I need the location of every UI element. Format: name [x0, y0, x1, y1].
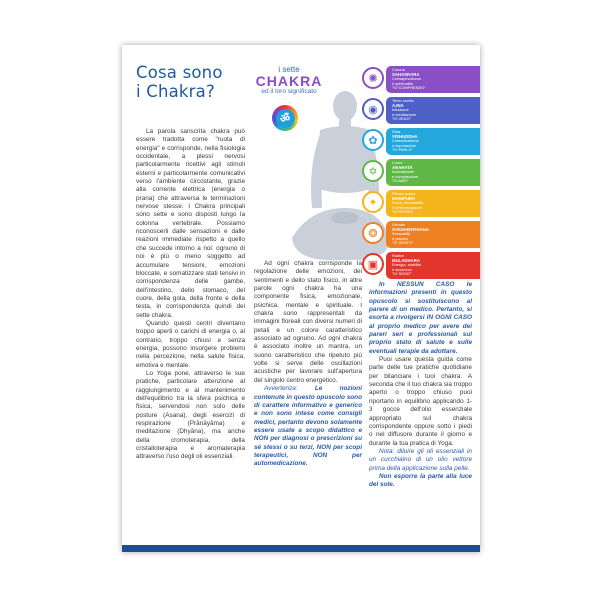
- chakra-symbol-icon: ▣: [362, 253, 384, 275]
- title-line-1: Cosa sono: [136, 63, 223, 82]
- col1-paragraph-1: La parola sanscrita chakra può essere tradotta come "ruota di energia" e corrisponde, nella fisiologia occidentale, a plessi nervosi particolarmente ricettivi agli stimoli esterni e particolarmente comunicativi verso l'ambiente circostante, grazie alla corrente elettrica (energia o prana) che attraversa le terminazioni nervose stesse. I Chakra principali sono sette e sono disposti lungo la colonna vertebrale. Possiamo riconoscerli dalle sensazioni e dalle reazioni immediate rispetto a quello che succede intorno a noi: ognuno di noi è più o meno soggetto ad accumulare tensioni, emozioni bloccate, e somatizzare stati tensivi in corrispondenza delle gambe, dell'intestino, dello stomaco, del cuore, della gola, della fronte e della testa, in corrispondenza quindi dei sette chakra.: [136, 128, 245, 319]
- chakra-name: Radice: [392, 253, 405, 258]
- chakra-desc2: e espressione: [392, 142, 417, 148]
- column-2: [254, 260, 362, 469]
- chakra-sanskrit: VISHUDDHA: [392, 133, 418, 139]
- chakra-desc2: e compassione: [392, 173, 419, 179]
- chakra-desc2: e sicurezza: [392, 266, 412, 272]
- chakra-label-band: [386, 66, 480, 93]
- chakra-desc2: e spiritualità: [392, 80, 413, 86]
- chakra-name: Terzo occhio: [392, 98, 414, 103]
- chakra-desc1: Comunicazione: [392, 138, 419, 144]
- note-label: Nota:: [379, 447, 395, 455]
- warning-text: Le nozioni contenute in questo opuscolo sono di carattere informativo e generico e non sono intese come consigli medici, pertanto devono solamente essere usate a scopo didattico e NON per diagnosi o prescrizioni su sé stessi o su terzi, NON per scopi terapeutici, NON per automedicazione.: [254, 385, 362, 468]
- column-1: [136, 128, 245, 462]
- chakra-symbol-icon: ✡: [362, 160, 384, 182]
- chakra-desc2: e piacere: [392, 235, 409, 241]
- chakra-sanskrit: MULADHARA: [392, 257, 420, 263]
- chakra-motto: "IO POSSO": [392, 209, 414, 215]
- disclaimer-text: In NESSUN CASO le informazioni presenti in questo opuscolo si sostituiscono al parere di un medico. Pertanto, si esorta a rivolgersi IN OGNI CASO al proprio medico per avere dei pareri seri e professionali sul proprio stato di salute e sulle eventuali terapie da adottare.: [369, 281, 472, 355]
- chakra-desc2: e meditazione: [392, 111, 417, 117]
- chakra-desc1: Intuizione: [392, 107, 409, 113]
- chakra-sanskrit: ANAHATA: [392, 164, 413, 170]
- chakra-name: Plesso solare: [392, 191, 416, 196]
- header-line-3: ed il loro significato: [261, 88, 317, 95]
- chakra-label-band: [386, 159, 480, 186]
- chakra-desc1: Accettazione: [392, 169, 415, 175]
- chakra-motto: "IO COMPRENDO": [392, 85, 426, 91]
- chakra-name: Cuore: [392, 160, 403, 165]
- document-page: [122, 45, 480, 552]
- chakra-row: [362, 252, 480, 281]
- chakra-name: Sacrale: [392, 222, 406, 227]
- note-paragraph-2: [369, 473, 472, 490]
- chakra-label-band: [386, 97, 480, 124]
- chakra-desc1: Consapevolezza: [392, 76, 421, 82]
- note-text: diluire gli oli essenziali in un cucchiaino di un olio vettore prima della applicazione sulla pelle.: [369, 447, 472, 472]
- header-line-2: CHAKRA: [255, 73, 323, 89]
- chakra-name: Gola: [392, 129, 401, 134]
- chakra-name: Corona: [392, 67, 405, 72]
- om-glyph: ॐ: [276, 109, 295, 128]
- col1-paragraph-2: Quando questi centri diventano troppo aperti o carichi di energia o, al contrario, troppo chiusi e senza energia, possono insorgere problemi nella percezione, nella salute fisica, emotiva e mentale.: [136, 319, 245, 369]
- disclaimer-paragraph: [369, 281, 472, 356]
- note2-text: Non esporre la parte alla luce del sole.: [369, 472, 472, 489]
- chakra-row: [362, 97, 480, 126]
- chakra-motto: "IO VEDO": [392, 116, 411, 122]
- bottom-bar: [122, 545, 480, 552]
- col2-paragraph-1: Ad ogni chakra corrisponde la regolazione delle emozioni, dei sentimenti e dello stato fisico, in altre parole ogni chakra ha una componente fisica, emozionale, psichica, mentale e spirituale. I chakra sono rappresentati da immagini floreali con diversi numeri di petali e un colore caratteristico associato ad ognuno. Ad ogni chakra è associato inoltre un mantra, un suono caratteristico che ripetuto più volte si serve delle oscillazioni acustiche per lavorare sull'apertura del singolo centro energetico.: [254, 260, 362, 384]
- chakra-label-band: [386, 221, 480, 248]
- chakra-desc1: Sessualità: [392, 231, 410, 237]
- chakra-row: [362, 128, 480, 157]
- chakra-symbol-icon: ❂: [362, 222, 384, 244]
- chakra-motto: "IO SENTO": [392, 240, 414, 246]
- chakra-label-band: [386, 128, 480, 155]
- chakra-motto: "IO AMO": [392, 178, 409, 184]
- chakra-symbol-icon: ◉: [362, 98, 384, 120]
- chakra-symbol-icon: ✦: [362, 191, 384, 213]
- chakra-motto: "IO PARLO": [392, 147, 413, 153]
- chakra-desc1: Energia, stabilità: [392, 262, 421, 268]
- page-title: [136, 63, 246, 101]
- col1-paragraph-3: Lo Yoga pone, attraverso le sue pratiche, particolare attenzione al raggiungimento e al mantenimento dell'equilibrio tra la sfera psichica e fisica, servendosi non solo delle posture (Asana), degli esercizi di respirazione (Prānāyāma) e meditazione (Dhyāna), ma anche della cromoterapia, della cristalloterapia e aromaterapia attraverso l'uso degli oli essenziali.: [136, 369, 245, 461]
- chakra-row: [362, 221, 480, 250]
- chakra-symbol-icon: ✺: [362, 67, 384, 89]
- warning-paragraph: [254, 385, 362, 468]
- chakra-label-band: [386, 252, 480, 279]
- chakra-sanskrit: AJNA: [392, 102, 404, 108]
- chakra-sanskrit: MANIPURA: [392, 195, 416, 201]
- note-paragraph: [369, 448, 472, 473]
- chakra-motto: "IO SONO": [392, 271, 412, 277]
- header-line-1: i sette: [278, 65, 300, 74]
- chakra-desc1: Forza, personalità: [392, 200, 424, 206]
- chakra-row: [362, 66, 480, 95]
- warning-label: Avvertenza:: [264, 385, 298, 393]
- chakra-label-band: [386, 190, 480, 217]
- chakra-sanskrit: SAHASRARA: [392, 71, 420, 77]
- chakra-row: [362, 159, 480, 188]
- chakra-symbol-icon: ✿: [362, 129, 384, 151]
- title-line-2: i Chakra?: [136, 82, 215, 101]
- chakra-sanskrit: SVADHISHTHANA: [392, 226, 429, 232]
- chakra-row: [362, 190, 480, 219]
- col3-paragraph-2: Puoi usare questa guida come parte delle tue pratiche quotidiane per bilanciare i tuoi chakra. A seconda che il tuo chakra sia troppo aperto o troppo chiuso puoi riportarlo in equilibrio applicando 1-3 gocce dell'olio essenziale appropriato sul chakra corrispondente oppure sotto i piedi o nel diffusore durante il giorno e durante la tua pratica di Yoga.: [369, 356, 472, 447]
- chakra-desc2: e determinazione: [392, 204, 422, 210]
- column-3: [369, 281, 472, 490]
